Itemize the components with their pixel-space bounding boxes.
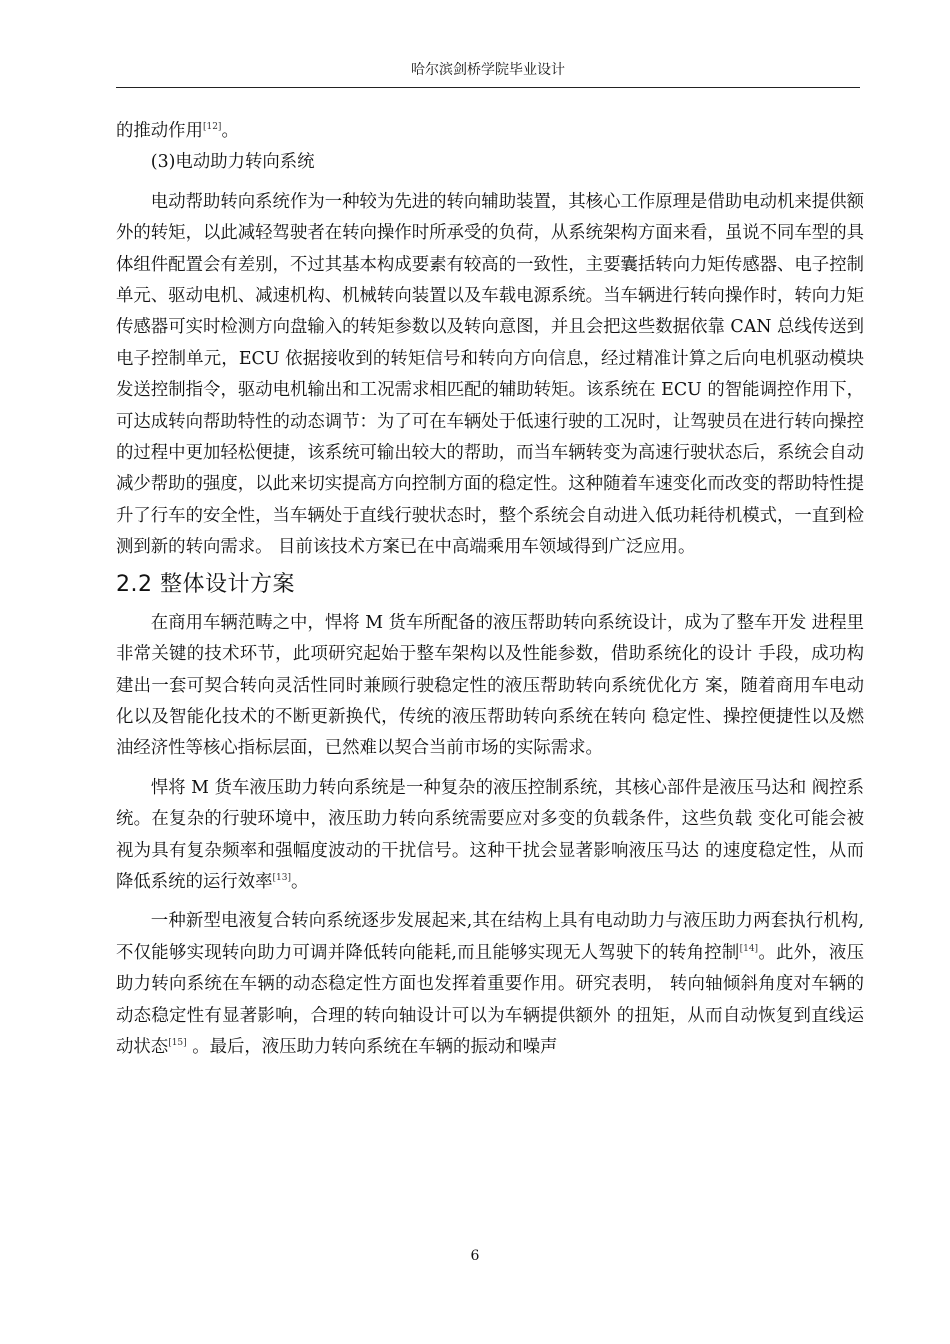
paragraph-hydraulic-system: 悍将 M 货车液压助力转向系统是一种复杂的液压控制系统，其核心部件是液压马达和 阀控系统。在复杂的行驶环境中，液压助力转向系统需要应对多变的负载条件，这些负载 变化可能会被视为具有复杂频率和强幅度波动的干扰信号。这种干扰会显著影响液压马达 的速度稳定性，从而降低系统的运行效率[13]。 [116,777,864,892]
paragraph-eps: 电动帮助转向系统作为一种较为先进的转向辅助装置，其核心工作原理是借助电动机来提供额外的转矩，以此减轻驾驶者在转向操作时所承受的负荷，从系统架构方面来看，虽说不同车型的具体组件配置会有差别，不过其基本构成要素有较高的一致性，主要囊括转向力矩传感器、电子控制单元、驱动电机、减速机构、机械转向装置以及车载电源系统。当车辆进行转向操作时，转向力矩传感器可实时检测方向盘输入的转矩参数以及转向意图，并且会把这些数据依靠 CAN 总线传送到电子控制单元，ECU 依据接收到的转矩信号和转向方向信息，经过精准计算之后向电机驱动模块发送控制指令，驱动电机输出和工况需求相匹配的辅助转矩。该系统在 ECU 的智能调控作用下，可达成转向帮助特性的动态调节：为了可在车辆处于低速行驶的工况时，让驾驶员在进行转向操控的过程中更加轻松便捷，该系统可输出较大的帮助，而当车辆转变为高速行驶状态后，系统会自动减少帮助的强度，以此来切实提高方向控制方面的稳定性。这种随着车速变化而改变的帮助特性提升了行车的安全性，当车辆处于直线行驶状态时，整个系统会自动进入低功耗待机模式，一直到检测到新的转向需求。 目前该技术方案已在中高端乘用车领域得到广泛应用。 [116,191,864,558]
paragraph-continuation: 的推动作用[12]。 [116,121,239,141]
page-number: 6 [470,1248,480,1264]
citation-12: [12] [202,122,222,133]
page-header [116,60,860,80]
citation-13: [13] [272,873,292,884]
header-divider [116,87,860,88]
paragraph-electro-hydraulic: 一种新型电液复合转向系统逐步发展起来,其在结构上具有电动助力与液压助力两套执行机构,不仅能够实现转向助力可调并降低转向能耗,而且能够实现无人驾驶下的转角控制[14]。此外，液压助力转向系统在车辆的动态稳定性方面也发挥着重要作用。研究表明， 转向轴倾斜角度对车辆的动态稳定性有显著影响，合理的转向轴设计可以为车辆提供额外 的扭矩，从而自动恢复到直线运动状态[15] 。最后，液压助力转向系统在车辆的振动和噪声 [116,911,864,1057]
header-title: 哈尔滨剑桥学院毕业设计 [411,62,565,78]
citation-14: [14] [739,943,759,954]
list-item-eps: (3)电动助力转向系统 [150,152,315,173]
citation-15: [15] [168,1038,187,1049]
paragraph-overall-design: 在商用车辆范畴之中，悍将 M 货车所配备的液压帮助转向系统设计，成为了整车开发 进程里非常关键的技术环节，此项研究起始于整车架构以及性能参数，借助系统化的设计 手段，成功构建出一套可契合转向灵活性同时兼顾行驶稳定性的液压帮助转向系统优化方 案，随着商用车电动化以及智能化技术的不断更新换代，传统的液压帮助转向系统在转向 稳定性、操控便捷性以及燃油经济性等核心指标层面，已然难以契合当前市场的实际需求。 [116,612,864,759]
document-body [116,116,864,1063]
section-heading: 2.2 整体设计方案 [116,571,295,597]
